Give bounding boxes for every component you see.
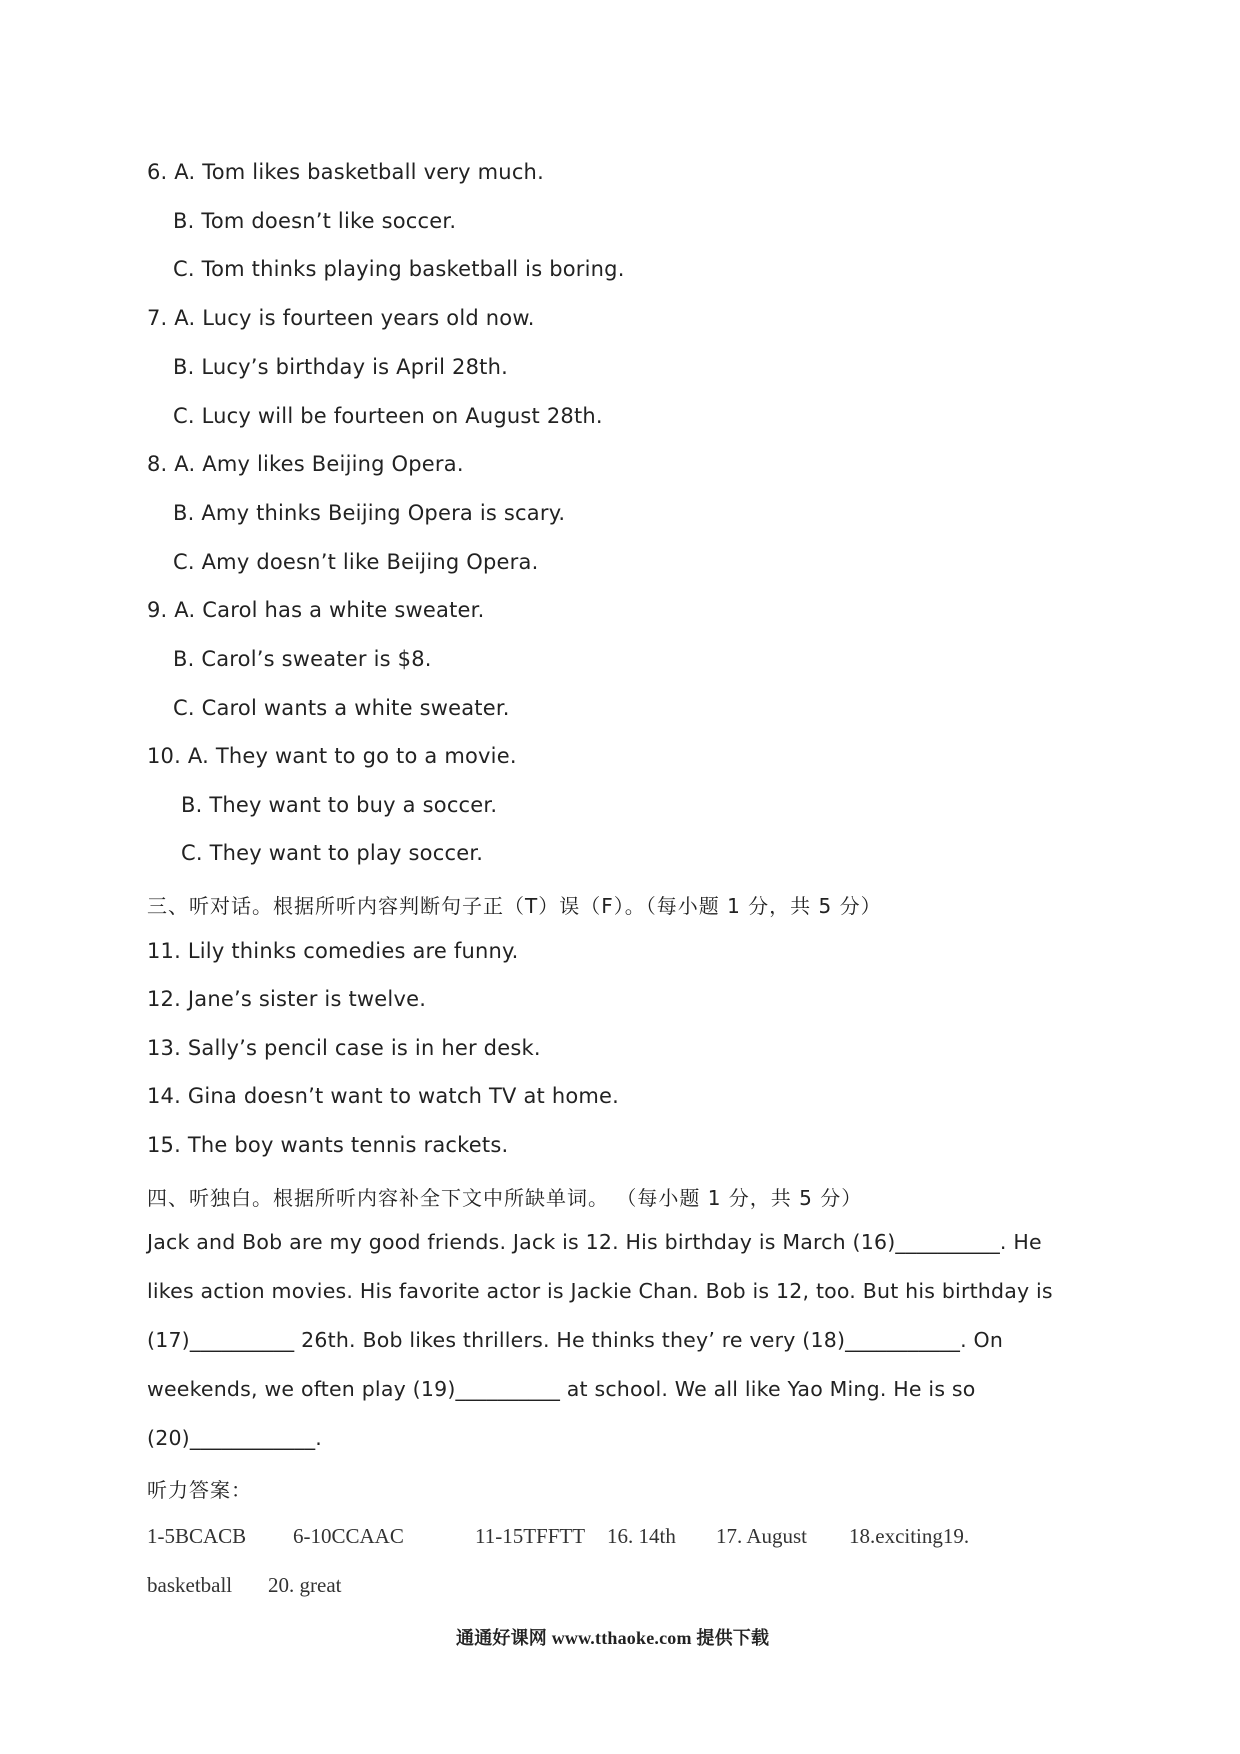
section-3-item-14: 14. Gina doesn’t want to watch TV at home.	[147, 1084, 620, 1108]
answer-19-continued: basketball	[147, 1573, 233, 1597]
question-6-option-b: B. Tom doesn’t like soccer.	[173, 209, 457, 233]
answer-18-19: 18.exciting19.	[849, 1524, 970, 1548]
section-3-item-15: 15. The boy wants tennis rackets.	[147, 1133, 509, 1157]
section-3-item-12: 12. Jane’s sister is twelve.	[147, 987, 427, 1011]
question-7-option-a: 7. A. Lucy is fourteen years old now.	[147, 306, 535, 330]
section-4-heading: 四、听独白。根据所听内容补全下文中所缺单词。 （每小题 1 分，共 5 分）	[147, 1186, 863, 1210]
passage-line-4: weekends, we often play (19)__________ at school. We all like Yao Ming. He is so	[147, 1377, 976, 1401]
answers-label: 听力答案：	[147, 1478, 252, 1502]
answer-6-10: 6-10CCAAC	[293, 1524, 404, 1548]
question-10-option-a: 10. A. They want to go to a movie.	[147, 744, 517, 768]
question-9-option-b: B. Carol’s sweater is $8.	[173, 647, 432, 671]
question-9-option-c: C. Carol wants a white sweater.	[173, 696, 510, 720]
passage-line-3: (17)__________ 26th. Bob likes thrillers. He thinks they’ re very (18)___________. On	[147, 1328, 1004, 1352]
question-8-option-b: B. Amy thinks Beijing Opera is scary.	[173, 501, 566, 525]
page-footer: 通通好课网 www.tthaoke.com 提供下载	[456, 1628, 770, 1648]
passage-line-1: Jack and Bob are my good friends. Jack is 12. His birthday is March (16)__________. He	[147, 1230, 1042, 1254]
section-3-heading: 三、听对话。根据所听内容判断句子正（T）误（F）。（每小题 1 分，共 5 分）	[147, 894, 882, 918]
question-7-option-c: C. Lucy will be fourteen on August 28th.	[173, 404, 603, 428]
question-8-option-a: 8. A. Amy likes Beijing Opera.	[147, 452, 464, 476]
answer-11-15: 11-15TFFTT	[475, 1524, 586, 1548]
question-6-option-a: 6. A. Tom likes basketball very much.	[147, 160, 544, 184]
section-3-item-13: 13. Sally’s pencil case is in her desk.	[147, 1036, 541, 1060]
question-7-option-b: B. Lucy’s birthday is April 28th.	[173, 355, 508, 379]
answer-1-5: 1-5BCACB	[147, 1524, 247, 1548]
question-8-option-c: C. Amy doesn’t like Beijing Opera.	[173, 550, 539, 574]
question-9-option-a: 9. A. Carol has a white sweater.	[147, 598, 485, 622]
section-3-item-11: 11. Lily thinks comedies are funny.	[147, 939, 519, 963]
answer-16: 16. 14th	[607, 1524, 676, 1548]
question-10-option-c: C. They want to play soccer.	[181, 841, 484, 865]
question-10-option-b: B. They want to buy a soccer.	[181, 793, 498, 817]
answer-17: 17. August	[716, 1524, 808, 1548]
passage-line-2: likes action movies. His favorite actor is Jackie Chan. Bob is 12, too. But his birthday is	[147, 1279, 1053, 1303]
passage-line-5: (20)____________.	[147, 1426, 322, 1450]
answer-20: 20. great	[268, 1573, 342, 1597]
question-6-option-c: C. Tom thinks playing basketball is boring.	[173, 257, 625, 281]
